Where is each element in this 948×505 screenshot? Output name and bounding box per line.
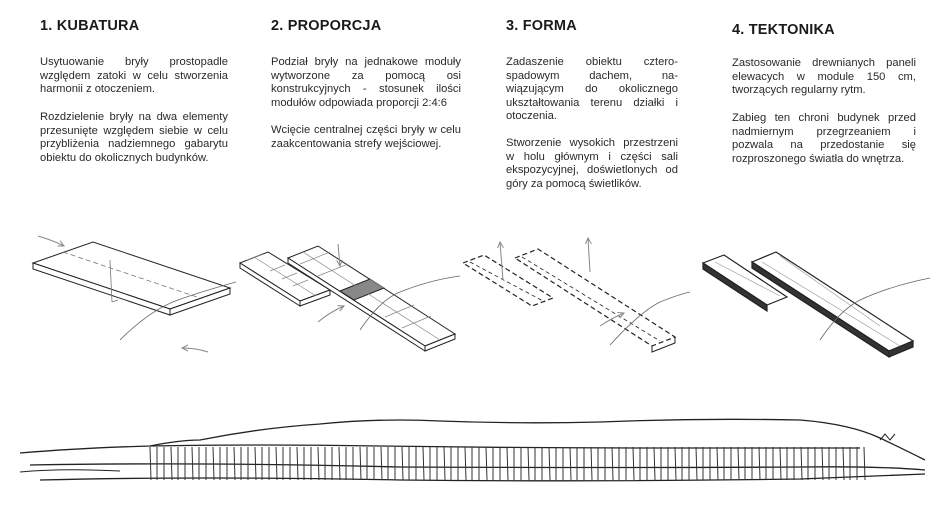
section-heading: 3. FORMA [506,18,577,34]
section-heading: 1. KUBATURA [40,18,140,34]
section-heading: 4. TEKTONIKA [732,22,835,38]
section-paragraph: Podział bryły na jednakowe moduły wytworzone za pomocą osi konstrukcyjnych - stosunek ilości modułów odpowiada proporcji 2:4:6 [271,56,461,109]
facade-slat [444,447,445,480]
facade-slat [465,447,466,480]
facade-slat [570,447,571,480]
facade-slat [843,447,844,480]
section-paragraph: Zastosowanie drewnianych paneli elewacych w module 150 cm, tworzących regularny rytm. [732,57,916,97]
facade-slat [507,447,508,480]
facade-slat [528,447,529,480]
section-paragraph: Usytuowanie bryły prostopadle względem zatoki w celu stworzenia harmonii z otoczeniem. [40,56,228,96]
section-heading: 2. PROPORCJA [271,18,382,34]
facade-slat [612,447,613,480]
facade-slat [276,447,277,480]
section-paragraph: Zabieg ten chroni budynek przed nadmiernym przegrzeaniem i pozwala na przedostanie się rozproszonego światła do wnętrza. [732,112,916,165]
facade-slat [150,447,151,480]
facade-slat [297,447,298,480]
axonometric-diagrams [0,222,948,382]
facade-slat [360,447,361,480]
facade-slat [801,447,802,480]
facade-slat [339,447,340,480]
facade-slat [255,447,256,480]
section-paragraph: Wcięcie centralnej części bryły w celu zaakcentowania strefy wejściowej. [271,124,461,150]
section-paragraph: Rozdzielenie bryły na dwa elementy przesunięte względem siebie w celu przybliżenia nadziemnego gabarytu obiektu do okolicznych budynków. [40,111,228,164]
diagram-kubatura [33,236,236,352]
facade-slat [318,447,319,480]
diagram-tektonika [703,252,930,357]
facade-slat [549,447,550,480]
facade-slat [213,447,214,480]
facade-slat [654,447,655,480]
facade-slat [717,447,718,480]
facade-slat [759,447,760,480]
section-paragraph: Zadaszenie obiektu cztero-spadowym dachem, na-wiązującym do okolicznego ukształtowania terenu działki i otoczenia. [506,56,678,123]
facade-slat [486,447,487,480]
facade-slat [591,447,592,480]
diagram-proporcja [240,244,460,351]
facade-slat [864,447,865,480]
facade-slat [423,447,424,480]
section-paragraph: Stworzenie wysokich przestrzeni w holu głównym i części sali ekspozycyjnej, doświetlonych od góry za pomocą świetlików. [506,137,678,190]
facade-slat [675,447,676,480]
facade-slat [402,447,403,480]
facade-slat [696,447,697,480]
facade-slat [738,447,739,480]
facade-slat [234,447,235,480]
facade-slat [633,447,634,480]
building-sketch [0,398,948,498]
facade-slat [381,447,382,480]
facade-slat [171,447,172,480]
diagram-forma [463,238,690,352]
facade-slat [780,447,781,480]
facade-slat [192,447,193,480]
facade-slat [822,447,823,480]
